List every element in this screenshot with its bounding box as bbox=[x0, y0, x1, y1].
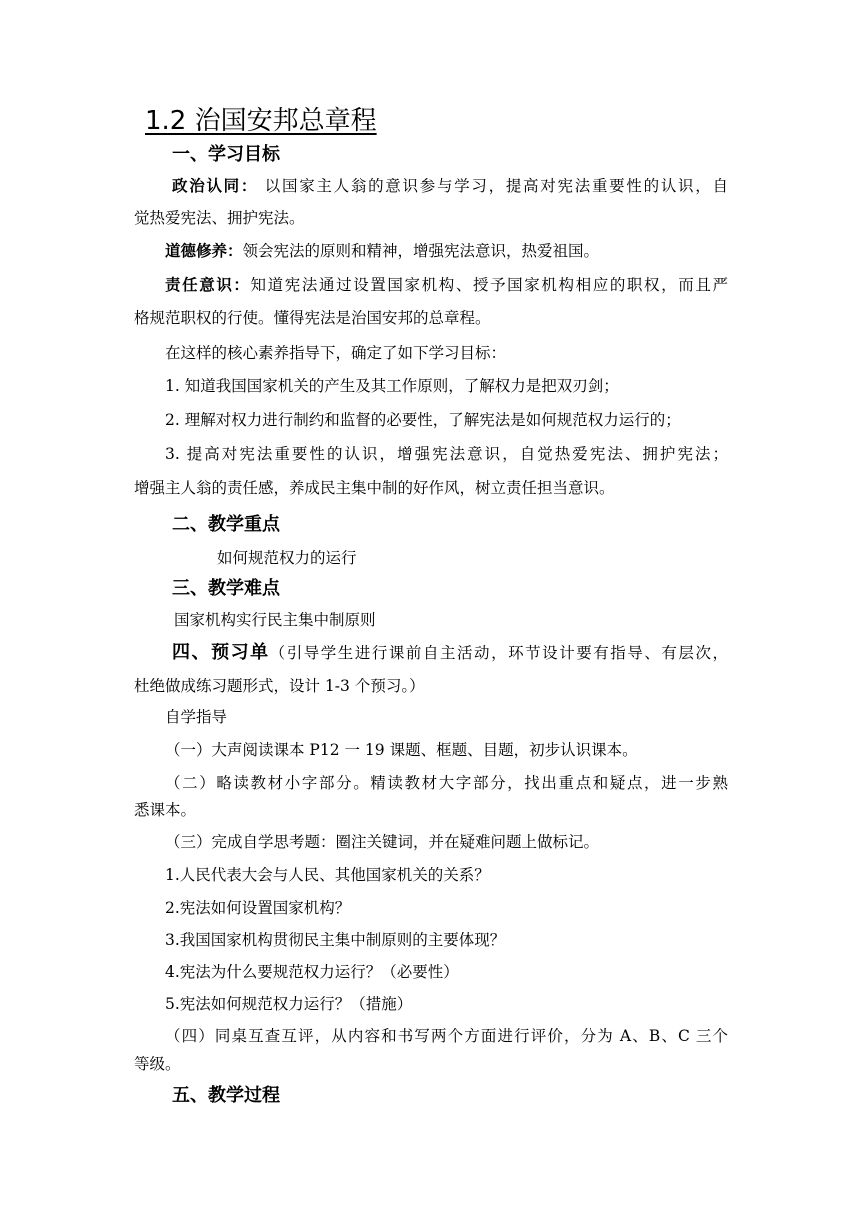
heading-preview-sheet: 四、预习单 bbox=[172, 642, 270, 663]
step-1: （一）大声阅读课本 P12 一 19 课题、框题、目题，初步认识课本。 bbox=[165, 741, 638, 759]
preview-hint-2: 杜绝做成练习题形式，设计 1-3 个预习。） bbox=[134, 677, 425, 695]
step-4-cont: 等级。 bbox=[134, 1055, 181, 1073]
step-2: （二）略读教材小字部分。精读教材大字部分，找出重点和疑点，进一步熟 bbox=[165, 774, 728, 792]
paragraph-political-identity bbox=[172, 175, 728, 197]
paragraph-responsibility bbox=[165, 274, 728, 296]
goal-item-2: 2. 理解对权力进行制约和监督的必要性，了解宪法是如何规范权力运行的； bbox=[165, 411, 681, 429]
text-responsibility-1: 知道宪法通过设置国家机构、授予国家机构相应的职权，而且严 bbox=[250, 276, 728, 294]
question-2: 2.宪法如何设置国家机构？ bbox=[165, 899, 351, 917]
question-3: 3.我国国家机构贯彻民主集中制原则的主要体现？ bbox=[165, 931, 506, 949]
goal-item-3: 3. 提高对宪法重要性的认识，增强宪法意识，自觉热爱宪法、拥护宪法； bbox=[165, 445, 728, 463]
preview-heading-line bbox=[172, 640, 728, 666]
goal-item-3-cont: 增强主人翁的责任感，养成民主集中制的好作风，树立责任担当意识。 bbox=[134, 479, 615, 497]
goals-intro: 在这样的核心素养指导下，确定了如下学习目标： bbox=[165, 344, 507, 362]
text-political-identity-1: 以国家主人翁的意识参与学习，提高对宪法重要性的认识，自 bbox=[258, 177, 728, 195]
heading-learning-goals: 一、学习目标 bbox=[172, 144, 280, 165]
question-5: 5.宪法如何规范权力运行？（措施） bbox=[165, 995, 413, 1013]
step-4: （四）同桌互查互评，从内容和书写两个方面进行评价，分为 A、B、C 三个 bbox=[165, 1027, 728, 1045]
text-moral-cultivation: 领会宪法的原则和精神，增强宪法意识，热爱祖国。 bbox=[242, 242, 600, 260]
teaching-difficulty-text: 国家机构实行民主集中制原则 bbox=[174, 611, 376, 629]
preview-hint-1: （引导学生进行课前自主活动，环节设计要有指导、有层次， bbox=[269, 644, 728, 662]
heading-teaching-process: 五、教学过程 bbox=[172, 1085, 280, 1106]
step-3: （三）完成自学思考题：圈注关键词，并在疑难问题上做标记。 bbox=[165, 833, 600, 851]
question-4: 4.宪法为什么要规范权力运行？（必要性） bbox=[165, 963, 459, 981]
question-1: 1.人民代表大会与人民、其他国家机关的关系？ bbox=[165, 866, 490, 884]
step-2-cont: 悉课本。 bbox=[134, 801, 197, 819]
label-moral-cultivation: 道德修养： bbox=[165, 242, 243, 260]
label-responsibility: 责任意识： bbox=[165, 276, 251, 294]
text-responsibility-2: 格规范职权的行使。懂得宪法是治国安邦的总章程。 bbox=[134, 309, 491, 327]
paragraph-moral-cultivation bbox=[165, 240, 599, 262]
heading-teaching-difficulty: 三、教学难点 bbox=[172, 578, 280, 599]
goal-item-1: 1. 知道我国国家机关的产生及其工作原则，了解权力是把双刃剑； bbox=[165, 377, 619, 395]
teaching-focus-text: 如何规范权力的运行 bbox=[217, 549, 357, 567]
self-study-guide: 自学指导 bbox=[165, 708, 228, 726]
heading-teaching-focus: 二、教学重点 bbox=[172, 514, 280, 535]
page-title: 1.2 治国安邦总章程 bbox=[145, 106, 377, 136]
text-political-identity-2: 觉热爱宪法、拥护宪法。 bbox=[134, 209, 305, 227]
label-political-identity: 政治认同： bbox=[172, 177, 259, 195]
